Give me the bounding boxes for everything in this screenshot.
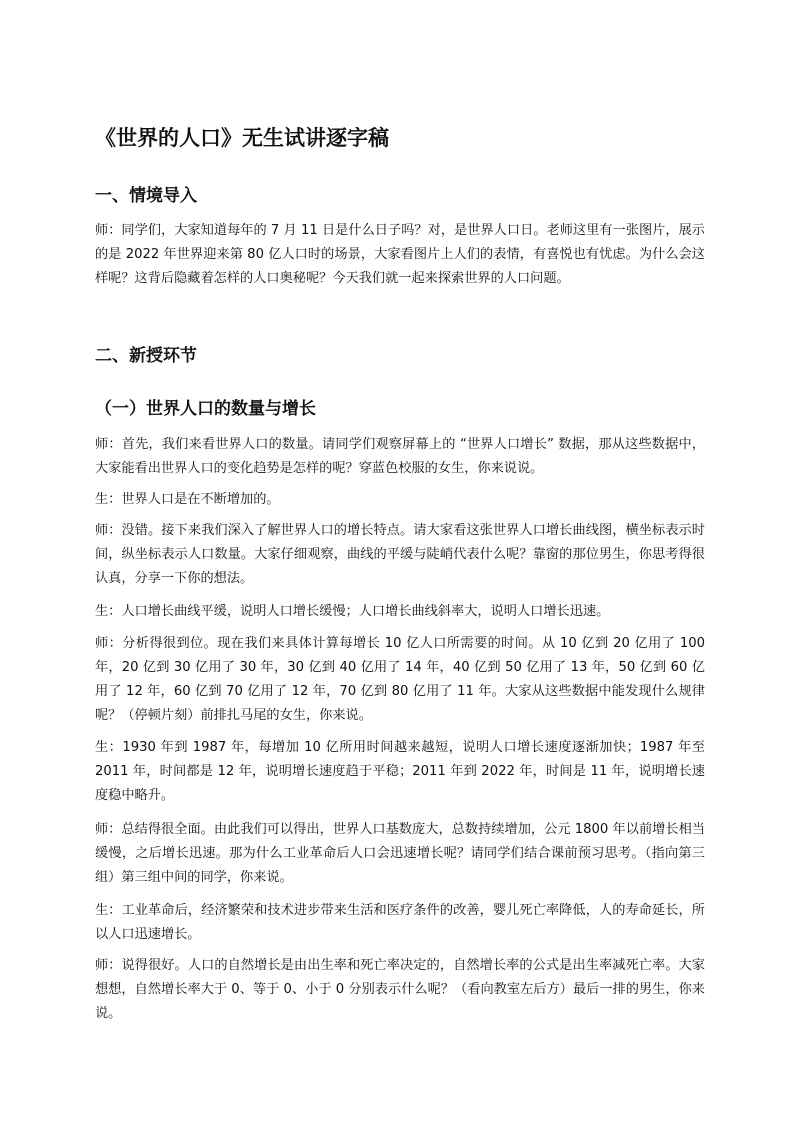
paragraph-teacher-1: 师：首先，我们来看世界人口的数量。请同学们观察屏幕上的 “世界人口增长” 数据，那从这些数据中，大家能看出世界人口的变化趋势是怎样的呢？穿蓝色校服的女生，你来说说。	[95, 437, 705, 476]
section-heading-new-lesson: 二、新授环节	[95, 346, 197, 366]
section-heading-intro: 一、情境导入	[95, 186, 197, 206]
paragraph-teacher-5: 师：说得很好。人口的自然增长是由出生率和死亡率决定的，自然增长率的公式是出生率减死亡率。大家想想，自然增长率大于 0、等于 0、小于 0 分别表示什么呢？（看向教室左后方）最后一排的男生，你来说。	[95, 958, 705, 1021]
document-title: 《世界的人口》无生试讲逐字稿	[95, 126, 389, 150]
paragraph-student-1: 生：世界人口是在不断增加的。	[95, 492, 280, 507]
paragraph-student-2: 生：人口增长曲线平缓，说明人口增长缓慢；人口增长曲线斜率大，说明人口增长迅速。	[95, 604, 610, 619]
paragraph-student-3: 生：1930 年到 1987 年，每增加 10 亿所用时间越来越短，说明人口增长速度逐渐加快；1987 年至 2011 年，时间都是 12 年，说明增长速度趋于平稳；2011 年到 2022 年，时间是 11 年，说明增长速度稳中略升。	[95, 740, 705, 803]
paragraph-teacher-3: 师：分析得很到位。现在我们来具体计算每增长 10 亿人口所需要的时间。从 10 亿到 20 亿用了 100 年，20 亿到 30 亿用了 30 年，30 亿到 40 亿用了 14 年，40 亿到 50 亿用了 13 年，50 亿到 60 亿用了 12 年，60 亿到 70 亿用了 12 年，70 亿到 80 亿用了 11 年。大家从这些数据中能发现什么规律呢？（停顿片刻）前排扎马尾的女生，你来说。	[95, 636, 705, 723]
paragraph-teacher-4: 师：总结得很全面。由此我们可以得出，世界人口基数庞大，总数持续增加，公元 1800 年以前增长相当缓慢，之后增长迅速。那为什么工业革命后人口会迅速增长呢？请同学们结合课前预习思考。（指向第三组）第三组中间的同学，你来说。	[95, 822, 705, 885]
subsection-heading-population-growth: （一）世界人口的数量与增长	[95, 399, 316, 419]
paragraph-teacher-2: 师：没错。接下来我们深入了解世界人口的增长特点。请大家看这张世界人口增长曲线图，横坐标表示时间，纵坐标表示人口数量。大家仔细观察，曲线的平缓与陡峭代表什么呢？靠窗的那位男生，你思考得很认真，分享一下你的想法。	[95, 523, 705, 586]
paragraph-intro: 师：同学们，大家知道每年的 7 月 11 日是什么日子吗？对，是世界人口日。老师这里有一张图片，展示的是 2022 年世界迎来第 80 亿人口时的场景，大家看图片上人们的表情，有喜悦也有忧虑。为什么会这样呢？这背后隐藏着怎样的人口奥秘呢？今天我们就一起来探索世界的人口问题。	[95, 223, 705, 286]
paragraph-student-4: 生：工业革命后，经济繁荣和技术进步带来生活和医疗条件的改善，婴儿死亡率降低，人的寿命延长，所以人口迅速增长。	[95, 903, 705, 942]
